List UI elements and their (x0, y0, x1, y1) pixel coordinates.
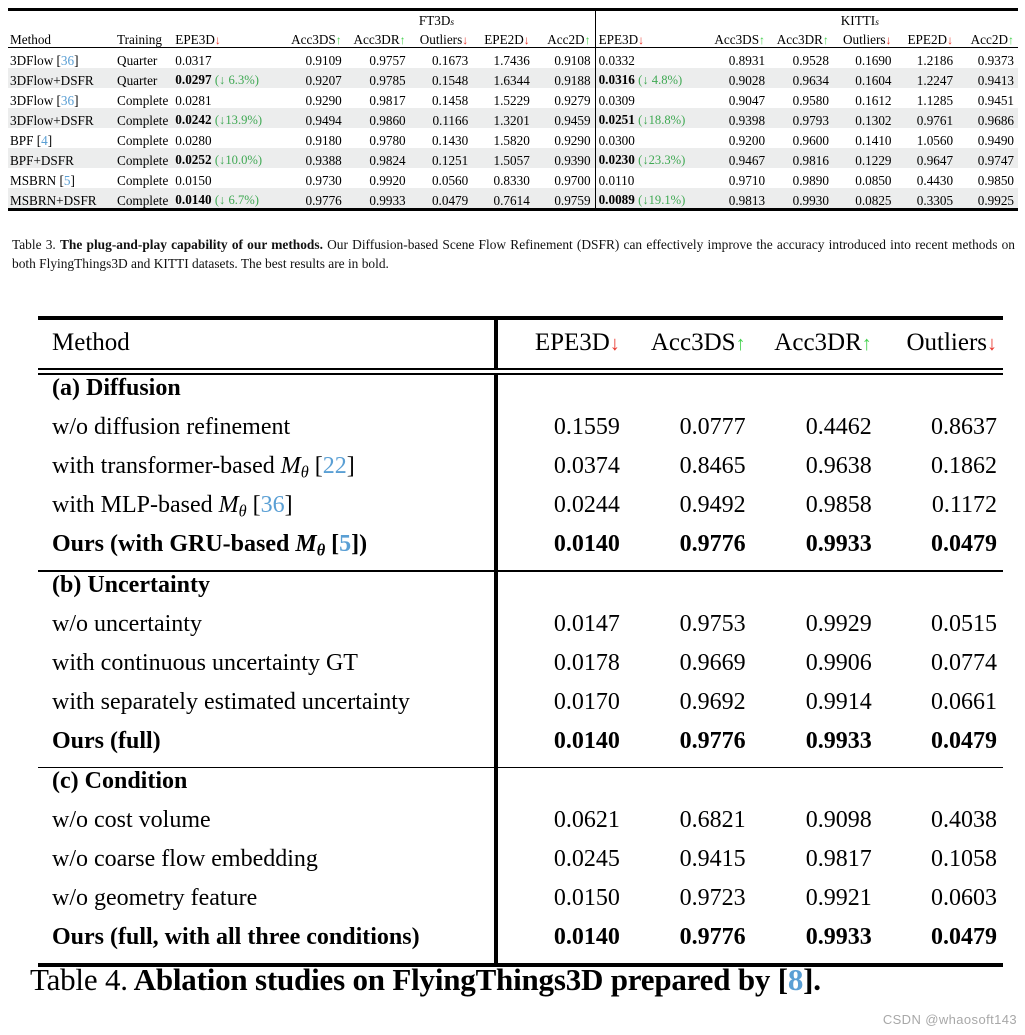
column-header-method: Method (10, 31, 52, 47)
cell-method: BPF+DSFR (8, 148, 117, 168)
column-header-ft3d-acc3dr: Acc3DR↑ (353, 31, 406, 47)
citation-link[interactable]: 36 (60, 52, 75, 68)
cell-kitti-outliers: 0.1690 (855, 52, 892, 68)
cell-method: Ours (full, with all three conditions) (52, 924, 420, 951)
cell-ft3d-acc3dr: 0.9817 (369, 92, 406, 108)
cell-ft3d-epe3d: 0.0280 (175, 132, 212, 148)
cell-ft3d-epe3d: 0.0297 (↓ 6.3%) (175, 68, 282, 88)
cell-epe3d: 0.0374 (495, 453, 625, 492)
cell-kitti-epe3d: 0.0089 (↓19.1%) (595, 188, 706, 208)
cell-kitti-acc2d: 0.9925 (957, 188, 1018, 208)
cell-ft3d-outliers: 0.0560 (431, 172, 469, 188)
cell-outliers: 0.1058 (931, 846, 997, 873)
cell-ft3d-acc3ds: 0.9388 (282, 148, 345, 168)
citation-link[interactable]: 36 (60, 92, 75, 108)
cell-acc3ds: 0.9776 (679, 924, 746, 951)
cell-ft3d-acc2d: 0.9279 (554, 92, 591, 108)
citation-link[interactable]: 4 (41, 132, 48, 148)
cell-training: Complete (117, 172, 169, 188)
table3-caption-lead: The plug-and-play capability of our methods. (60, 237, 323, 252)
cell-training: Complete (117, 148, 175, 168)
column-header-kitti-acc2d: Acc2D↑ (970, 31, 1014, 47)
cell-acc3dr: 0.9858 (805, 492, 872, 518)
cell-ft3d-epe2d: 0.7614 (472, 188, 534, 208)
cell-epe3d: 0.0245 (495, 846, 625, 885)
cell-ft3d-acc2d: 0.9290 (554, 132, 591, 148)
cell-kitti-epe2d: 1.2186 (916, 52, 954, 68)
delta-improvement: (↓ 6.3%) (214, 73, 259, 88)
cell-kitti-acc2d: 0.9747 (957, 148, 1018, 168)
cell-method: 3DFlow [36] (10, 52, 79, 68)
cell-method: w/o diffusion refinement (52, 414, 291, 440)
table4-section-header (38, 375, 1003, 414)
cell-ft3d-acc3dr: 0.9920 (369, 172, 406, 188)
column-header-kitti-acc3ds: Acc3DS↑ (714, 31, 766, 47)
cell-ft3d-epe3d: 0.0252 (↓10.0%) (175, 148, 282, 168)
cell-acc3ds: 0.8465 (679, 453, 746, 479)
table-row (38, 728, 1003, 767)
table4-caption-label: Table 4. (30, 962, 128, 997)
cell-ft3d-epe2d: 0.8330 (493, 172, 530, 188)
cell-method: 3DFlow [36] (10, 92, 79, 108)
cell-training: Complete (117, 108, 175, 128)
cell-acc3dr: 0.4462 (805, 414, 872, 440)
table-row (38, 885, 1003, 924)
cell-kitti-acc2d: 0.9490 (977, 132, 1014, 148)
up-arrow-icon: ↑ (759, 32, 766, 47)
cell-kitti-epe2d: 0.9761 (896, 108, 958, 128)
cell-kitti-outliers: 0.1604 (833, 68, 896, 88)
cell-kitti-acc3dr: 0.9890 (792, 172, 829, 188)
cell-method: MSBRN+DSFR (8, 188, 117, 208)
column-header-kitti-acc3dr: Acc3DR↑ (776, 31, 829, 47)
group-header-ft3d: FT3Ds (418, 12, 455, 28)
cell-kitti-epe3d: 0.0332 (595, 48, 706, 68)
cell-ft3d-acc3dr: 0.9824 (346, 148, 410, 168)
cell-kitti-acc2d: 0.9850 (977, 172, 1014, 188)
m-theta-symbol: Mθ (280, 453, 309, 482)
cell-acc3dr: 0.9933 (805, 531, 872, 557)
cell-epe3d: 0.0178 (495, 650, 625, 689)
cell-ft3d-epe3d: 0.0150 (175, 172, 212, 188)
cell-kitti-acc3ds: 0.9467 (706, 148, 769, 168)
cell-acc3dr: 0.9906 (805, 649, 872, 676)
table-row (8, 188, 1018, 208)
delta-improvement: (↓23.3%) (638, 153, 686, 168)
column-header-acc3dr: Acc3DR↑ (774, 329, 872, 356)
table-row (8, 168, 1018, 188)
cell-acc3dr: 0.9638 (805, 453, 872, 479)
column-header-method: Method (52, 329, 130, 356)
table4-caption-end: ]. (803, 962, 821, 997)
down-arrow-icon: ↓ (638, 32, 645, 47)
cell-kitti-acc3dr: 0.9580 (792, 92, 829, 108)
cell-outliers: 0.1862 (931, 453, 997, 479)
cell-kitti-outliers: 0.0850 (855, 172, 892, 188)
column-header-acc3ds: Acc3DS↑ (650, 329, 746, 356)
table-row (8, 48, 1018, 68)
cell-training: Complete (117, 132, 169, 148)
cell-method: Ours (with GRU-based Mθ [5]) (52, 531, 368, 560)
table3-caption-label: Table 3. (12, 237, 56, 252)
table-row (8, 88, 1018, 108)
cell-epe3d: 0.0140 (495, 924, 625, 963)
group-spacer (175, 11, 282, 28)
up-arrow-icon: ↑ (335, 32, 342, 47)
cell-kitti-acc2d: 0.9373 (977, 52, 1014, 68)
column-header-kitti-epe3d: EPE3D↓ (595, 28, 706, 47)
cell-method: w/o geometry feature (52, 885, 258, 912)
table-row (8, 108, 1018, 128)
column-header-ft3d-epe3d: EPE3D↓ (175, 31, 221, 47)
cell-method: w/o uncertainty (52, 610, 202, 637)
cell-kitti-acc3ds: 0.9200 (728, 132, 766, 148)
cell-kitti-acc3ds: 0.9813 (706, 188, 769, 208)
cell-outliers: 0.4038 (931, 807, 997, 834)
cell-ft3d-epe2d: 1.5229 (493, 92, 530, 108)
cell-method: with continuous uncertainty GT (52, 649, 358, 676)
table4 (38, 320, 1003, 963)
cell-kitti-epe2d: 0.4430 (916, 172, 954, 188)
cell-kitti-epe3d: 0.0309 (595, 88, 706, 108)
cell-ft3d-acc3ds: 0.9290 (305, 92, 342, 108)
cell-epe3d: 0.0244 (495, 492, 625, 531)
cell-ft3d-acc3ds: 0.9180 (305, 132, 342, 148)
cell-method: with MLP-based Mθ [36] (52, 492, 293, 521)
table-row (38, 924, 1003, 963)
down-arrow-icon: ↓ (462, 32, 469, 47)
cell-ft3d-epe3d: 0.0317 (175, 52, 212, 68)
cell-acc3dr: 0.9098 (805, 807, 872, 834)
cell-epe3d: 0.0140 (495, 531, 625, 570)
cell-ft3d-acc2d: 0.9759 (534, 188, 595, 208)
cell-ft3d-outliers: 0.1251 (410, 148, 473, 168)
column-header-ft3d-epe2d: EPE2D↓ (484, 31, 530, 47)
cell-ft3d-epe2d: 1.5057 (472, 148, 534, 168)
cell-ft3d-acc3ds: 0.9776 (282, 188, 345, 208)
table4-container (38, 316, 1003, 967)
cell-ft3d-acc2d: 0.9700 (554, 172, 591, 188)
cell-ft3d-acc3dr: 0.9757 (369, 52, 406, 68)
cell-method: 3DFlow+DSFR (8, 68, 117, 88)
down-arrow-icon: ↓ (214, 32, 221, 47)
table4-header-rule (38, 368, 1003, 375)
cell-ft3d-epe2d: 1.3201 (472, 108, 534, 128)
column-header-outliers: Outliers↓ (906, 329, 997, 356)
cell-epe3d: 0.0170 (495, 689, 625, 728)
cell-acc3dr: 0.9929 (805, 610, 872, 637)
cell-epe3d: 0.0140 (495, 728, 625, 767)
table-row (38, 611, 1003, 650)
cell-kitti-acc3dr: 0.9528 (792, 52, 829, 68)
cell-acc3dr: 0.9933 (805, 727, 872, 754)
column-header-training: Training (117, 31, 162, 47)
cell-acc3ds: 0.9692 (679, 688, 746, 715)
group-spacer (8, 11, 117, 28)
table-row (8, 128, 1018, 148)
cell-method: 3DFlow+DSFR (8, 108, 117, 128)
table4-caption-citation: 8 (787, 962, 804, 997)
table-row (38, 807, 1003, 846)
cell-acc3ds: 0.9753 (679, 610, 746, 637)
cell-ft3d-epe3d: 0.0281 (175, 92, 212, 108)
up-arrow-icon: ↑ (861, 333, 872, 355)
cell-kitti-acc3dr: 0.9634 (769, 68, 833, 88)
cell-kitti-acc3dr: 0.9930 (769, 188, 833, 208)
table4-header-row (38, 320, 1003, 368)
cell-kitti-acc3ds: 0.9710 (728, 172, 766, 188)
cell-kitti-epe2d: 1.0560 (916, 132, 954, 148)
section-label: (a) Diffusion (52, 375, 181, 401)
cell-outliers: 0.1172 (931, 492, 997, 518)
up-arrow-icon: ↑ (399, 32, 406, 47)
cell-kitti-acc3ds: 0.9398 (706, 108, 769, 128)
citation-link[interactable]: 5 (339, 531, 352, 557)
down-arrow-icon: ↓ (947, 32, 954, 47)
cell-training: Quarter (117, 68, 175, 88)
cell-method: with separately estimated uncertainty (52, 688, 410, 715)
cell-acc3ds: 0.0777 (679, 414, 746, 440)
delta-improvement: (↓ 6.7%) (214, 193, 259, 208)
cell-kitti-acc3dr: 0.9600 (792, 132, 829, 148)
section-label: (c) Condition (52, 768, 188, 795)
cell-kitti-epe3d: 0.0110 (595, 168, 706, 188)
table-row (38, 453, 1003, 492)
table3-header-row (8, 28, 1018, 47)
cell-outliers: 0.8637 (931, 414, 997, 440)
cell-ft3d-acc3dr: 0.9785 (346, 68, 410, 88)
cell-kitti-outliers: 0.0825 (833, 188, 896, 208)
table3-caption-body: Our Diffusion-based Scene Flow Refinement (DSFR) can effectively improve the accuracy introduced into recent methods on both FlyingThings3D and KITTI datasets. The best results are in bold. (12, 237, 1015, 272)
column-header-ft3d-acc3ds: Acc3DS↑ (291, 31, 342, 47)
cell-epe3d: 0.0621 (495, 807, 625, 846)
cell-method: MSBRN [5] (10, 172, 75, 188)
cell-ft3d-acc3dr: 0.9780 (369, 132, 406, 148)
table-row (38, 531, 1003, 570)
cell-acc3dr: 0.9914 (805, 688, 872, 715)
cell-epe3d: 0.0150 (495, 885, 625, 924)
cell-ft3d-acc3ds: 0.9730 (305, 172, 342, 188)
cell-kitti-outliers: 0.1302 (833, 108, 896, 128)
table4-section-header (38, 768, 1003, 807)
cell-training: Complete (117, 188, 175, 208)
cell-method: BPF [4] (10, 132, 53, 148)
cell-ft3d-acc3ds: 0.9109 (305, 52, 342, 68)
cell-outliers: 0.0603 (931, 885, 997, 912)
cell-kitti-outliers: 0.1612 (855, 92, 892, 108)
cell-ft3d-outliers: 0.1430 (431, 132, 469, 148)
group-header-kitti: KITTIs (840, 12, 879, 28)
group-spacer (595, 11, 706, 28)
cell-acc3ds: 0.9723 (679, 885, 746, 912)
column-header-ft3d-outliers: Outliers↓ (419, 31, 469, 47)
cell-ft3d-acc2d: 0.9108 (554, 52, 591, 68)
cell-kitti-epe2d: 1.2247 (896, 68, 958, 88)
section-label: (b) Uncertainty (52, 571, 210, 598)
cell-method: Ours (full) (52, 727, 161, 754)
cell-kitti-acc3dr: 0.9816 (769, 148, 833, 168)
table-row (38, 650, 1003, 689)
cell-method: with transformer-based Mθ [22] (52, 453, 355, 482)
cell-ft3d-acc2d: 0.9390 (534, 148, 595, 168)
cell-ft3d-outliers: 0.1166 (410, 108, 473, 128)
csdn-watermark: CSDN @whaosoft143 (882, 1012, 1017, 1027)
cell-method: w/o cost volume (52, 807, 211, 834)
delta-improvement: (↓18.8%) (638, 113, 686, 128)
cell-kitti-epe2d: 0.9647 (896, 148, 958, 168)
cell-ft3d-epe2d: 1.6344 (472, 68, 534, 88)
cell-ft3d-epe3d: 0.0242 (↓13.9%) (175, 108, 282, 128)
table4-caption (30, 962, 1015, 998)
cell-kitti-epe2d: 0.3305 (896, 188, 958, 208)
group-spacer (117, 11, 175, 28)
cell-epe3d: 0.0147 (495, 611, 625, 650)
cell-kitti-outliers: 0.1410 (855, 132, 892, 148)
cell-ft3d-acc2d: 0.9188 (534, 68, 595, 88)
table3-container (8, 8, 1018, 211)
cell-outliers: 0.0479 (931, 924, 997, 951)
table-row (38, 492, 1003, 531)
cell-ft3d-outliers: 0.0479 (410, 188, 473, 208)
delta-improvement: (↓ 4.8%) (638, 73, 683, 88)
cell-acc3ds: 0.9492 (679, 492, 746, 518)
cell-outliers: 0.0774 (931, 649, 997, 676)
cell-ft3d-acc3dr: 0.9860 (346, 108, 410, 128)
down-arrow-icon: ↓ (885, 32, 892, 47)
up-arrow-icon: ↑ (1008, 32, 1014, 47)
cell-ft3d-outliers: 0.1458 (431, 92, 469, 108)
citation-link[interactable]: 36 (260, 492, 285, 518)
cell-ft3d-acc2d: 0.9459 (534, 108, 595, 128)
cell-kitti-acc2d: 0.9451 (977, 92, 1014, 108)
cell-kitti-outliers: 0.1229 (833, 148, 896, 168)
table3 (8, 11, 1018, 208)
table4-caption-text: Ablation studies on FlyingThings3D prepared by [ (133, 962, 788, 997)
cell-acc3ds: 0.6821 (679, 807, 746, 834)
cell-outliers: 0.0515 (931, 610, 997, 637)
up-arrow-icon: ↑ (822, 32, 829, 47)
cell-method: w/o coarse flow embedding (52, 846, 318, 873)
cell-acc3dr: 0.9817 (805, 846, 872, 873)
cell-outliers: 0.0479 (931, 531, 997, 557)
up-arrow-icon: ↑ (584, 32, 591, 47)
cell-training: Quarter (117, 52, 158, 68)
column-header-kitti-outliers: Outliers↓ (843, 31, 892, 47)
table3-group-header-row (8, 11, 1018, 28)
cell-acc3ds: 0.9776 (679, 727, 746, 754)
cell-ft3d-epe2d: 1.7436 (493, 52, 530, 68)
cell-epe3d: 0.1559 (495, 414, 625, 453)
cell-kitti-acc3ds: 0.9028 (706, 68, 769, 88)
table3-bottom-rule (8, 208, 1018, 211)
cell-acc3ds: 0.9776 (679, 531, 746, 557)
table-row (38, 414, 1003, 453)
table3-caption (12, 235, 1015, 273)
down-arrow-icon: ↓ (609, 333, 620, 355)
cell-training: Complete (117, 92, 169, 108)
cell-acc3ds: 0.9415 (679, 846, 746, 873)
cell-ft3d-acc3ds: 0.9207 (282, 68, 345, 88)
cell-acc3dr: 0.9933 (805, 924, 872, 951)
up-arrow-icon: ↑ (735, 333, 746, 355)
cell-kitti-acc3ds: 0.9047 (728, 92, 766, 108)
cell-kitti-acc2d: 0.9413 (957, 68, 1018, 88)
cell-ft3d-epe3d: 0.0140 (↓ 6.7%) (175, 188, 282, 208)
table4-section-header (38, 572, 1003, 611)
cell-kitti-epe3d: 0.0230 (↓23.3%) (595, 148, 706, 168)
cell-acc3dr: 0.9921 (805, 885, 872, 912)
cell-ft3d-outliers: 0.1673 (431, 52, 469, 68)
cell-outliers: 0.0661 (931, 688, 997, 715)
table-row (38, 689, 1003, 728)
cell-kitti-epe3d: 0.0251 (↓18.8%) (595, 108, 706, 128)
citation-link[interactable]: 22 (322, 453, 347, 479)
cell-ft3d-acc3ds: 0.9494 (282, 108, 345, 128)
cell-outliers: 0.0479 (931, 727, 997, 754)
m-theta-symbol: Mθ (295, 531, 326, 560)
cell-ft3d-epe2d: 1.5820 (493, 132, 530, 148)
down-arrow-icon: ↓ (987, 333, 997, 355)
delta-improvement: (↓10.0%) (214, 153, 263, 168)
citation-link[interactable]: 5 (63, 172, 71, 188)
cell-kitti-epe3d: 0.0300 (595, 128, 706, 148)
column-header-epe3d: EPE3D↓ (495, 320, 625, 368)
cell-ft3d-acc3dr: 0.9933 (346, 188, 410, 208)
table-row (38, 846, 1003, 885)
delta-improvement: (↓13.9%) (214, 113, 263, 128)
table-row (8, 148, 1018, 168)
cell-ft3d-outliers: 0.1548 (410, 68, 473, 88)
cell-kitti-acc3dr: 0.9793 (769, 108, 833, 128)
cell-kitti-epe2d: 1.1285 (916, 92, 954, 108)
delta-improvement: (↓19.1%) (638, 193, 686, 208)
column-header-kitti-epe2d: EPE2D↓ (907, 31, 954, 47)
m-theta-symbol: Mθ (218, 492, 247, 521)
cell-kitti-acc3ds: 0.8931 (728, 52, 766, 68)
cell-kitti-acc2d: 0.9686 (957, 108, 1018, 128)
table-row (8, 68, 1018, 88)
cell-acc3ds: 0.9669 (679, 649, 746, 676)
down-arrow-icon: ↓ (523, 32, 530, 47)
column-header-ft3d-acc2d: Acc2D↑ (547, 31, 591, 47)
cell-kitti-epe3d: 0.0316 (↓ 4.8%) (595, 68, 706, 88)
